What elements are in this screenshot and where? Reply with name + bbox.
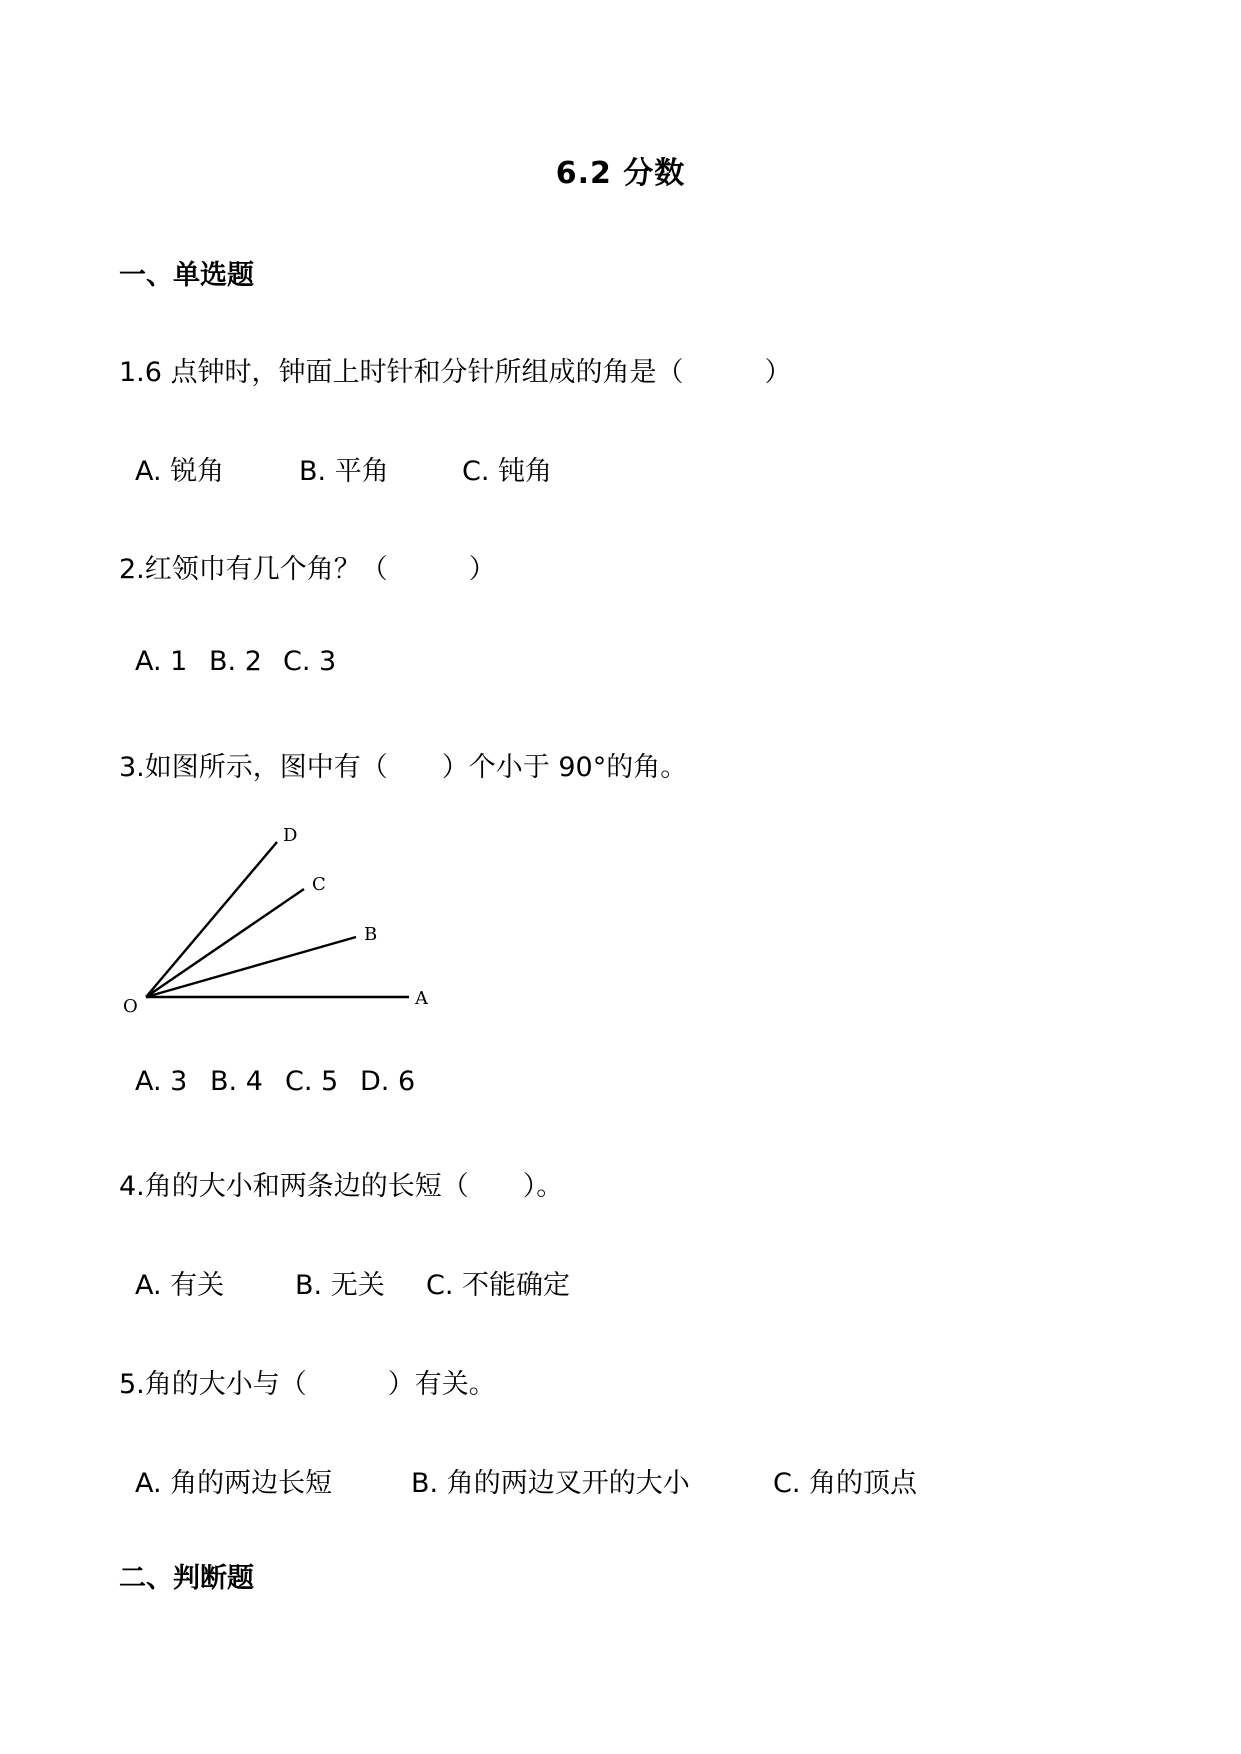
question-4-option-b[interactable]: B. 无关 bbox=[295, 1270, 385, 1301]
question-3-option-d[interactable]: D. 6 bbox=[360, 1066, 416, 1097]
question-5-option-b[interactable]: B. 角的两边叉开的大小 bbox=[411, 1468, 690, 1499]
question-3-option-b[interactable]: B. 4 bbox=[210, 1066, 263, 1097]
section-heading-single-choice: 一、单选题 bbox=[119, 260, 254, 291]
question-5-options bbox=[135, 1461, 917, 1500]
question-1-option-b[interactable]: B. 平角 bbox=[299, 456, 389, 487]
question-3-option-c[interactable]: C. 5 bbox=[285, 1066, 339, 1097]
label-d: D bbox=[283, 826, 298, 846]
document-title: 6.2 分数 bbox=[555, 156, 686, 191]
question-4-text: 4.角的大小和两条边的长短（ ）。 bbox=[119, 1171, 564, 1202]
ray-ob bbox=[146, 937, 356, 997]
question-1-options bbox=[135, 449, 552, 488]
label-o: O bbox=[123, 996, 138, 1017]
label-a: A bbox=[415, 988, 428, 1009]
angle-figure bbox=[119, 826, 449, 1026]
question-5-option-a[interactable]: A. 角的两边长短 bbox=[135, 1468, 333, 1499]
question-5-option-c[interactable]: C. 角的顶点 bbox=[773, 1468, 918, 1499]
angle-figure-svg bbox=[119, 826, 449, 1026]
question-2-option-c[interactable]: C. 3 bbox=[283, 646, 337, 677]
label-c: C bbox=[312, 874, 326, 895]
question-4-options bbox=[135, 1263, 570, 1302]
section-heading-true-false: 二、判断题 bbox=[119, 1563, 254, 1594]
question-3-option-a[interactable]: A. 3 bbox=[135, 1066, 188, 1097]
question-2-text: 2.红领巾有几个角？（ ） bbox=[119, 554, 496, 585]
question-2-option-b[interactable]: B. 2 bbox=[209, 646, 262, 677]
question-1-text: 1.6 点钟时，钟面上时针和分针所组成的角是（ ） bbox=[119, 357, 792, 388]
question-4-option-a[interactable]: A. 有关 bbox=[135, 1270, 225, 1301]
question-1-option-a[interactable]: A. 锐角 bbox=[135, 456, 225, 487]
question-5-text: 5.角的大小与（ ）有关。 bbox=[119, 1369, 496, 1400]
question-4-option-c[interactable]: C. 不能确定 bbox=[426, 1270, 571, 1301]
question-3-options bbox=[135, 1066, 415, 1097]
question-2-option-a[interactable]: A. 1 bbox=[135, 646, 188, 677]
question-2-options bbox=[135, 646, 336, 677]
label-b: B bbox=[364, 924, 378, 945]
question-3-text: 3.如图所示，图中有（ ）个小于 90°的角。 bbox=[119, 752, 688, 783]
question-1-option-c[interactable]: C. 钝角 bbox=[462, 456, 553, 487]
